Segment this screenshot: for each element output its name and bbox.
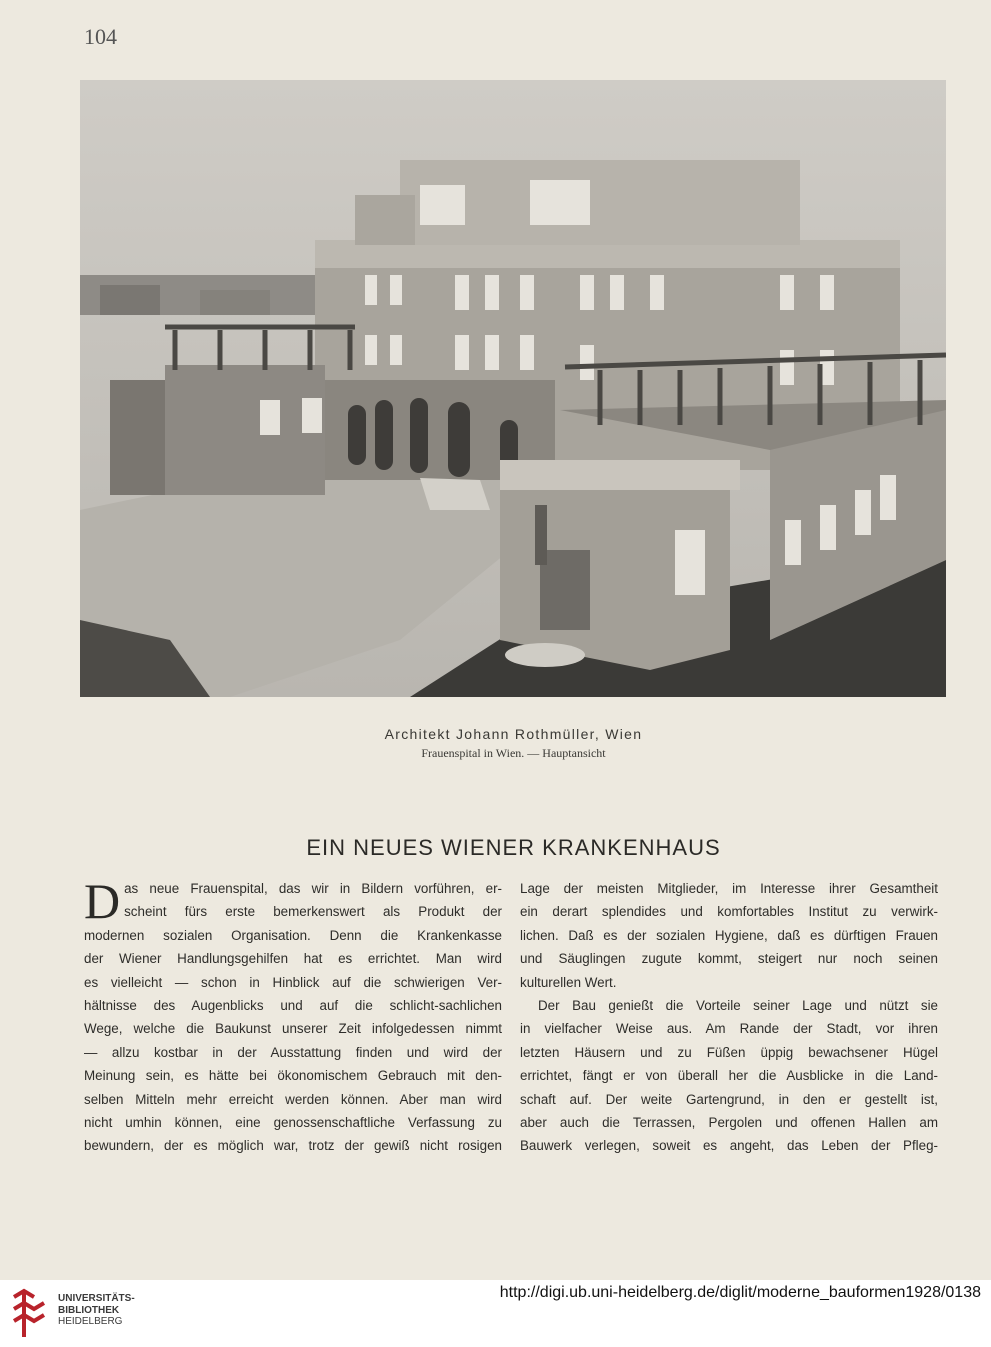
hospital-photograph [80,80,946,697]
source-url-link[interactable]: http://digi.ub.uni-heidelberg.de/diglit/moderne_bauformen1928/0138 [499,1284,981,1301]
text-line: modernen sozialen Organisation. Denn die Krankenkasse [84,927,502,943]
article-right-column [520,877,938,1158]
text-line: in vielfacher Weise aus. Am Rande der Stadt, vor ihren [520,1021,938,1037]
text-line: Wege, welche die Baukunst unserer Zeit infolgedessen nimmt [84,1021,502,1037]
text-line: und Säuglingen zugute kommt, steigert nur noch seinen [520,951,938,967]
text-line: nicht umhin können, eine genossenschaftliche Verfassung zu [84,1114,502,1130]
article-title: EIN NEUES WIENER KRANKENHAUS [306,835,721,860]
photo-caption-architect: Architekt Johann Rothmüller, Wien [384,726,643,742]
text-line: Lage der meisten Mitglieder, im Interesse ihrer Gesamtheit [520,881,938,896]
library-name-line: BIBLIOTHEK [58,1304,120,1316]
text-line: es vielleicht — schon in Hinblick auf die schwierigen Ver- [84,974,502,990]
text-line: lichen. Daß es der sozialen Hygiene, daß es dürftigen Frauen [520,927,938,943]
building-photo [80,80,946,697]
library-name-line: HEIDELBERG [58,1316,123,1327]
text-line: schaft auf. Der weite Gartengrund, in den er gestellt ist, [520,1091,938,1107]
library-name [58,1293,135,1328]
text-line: der Wiener Handlungsgehilfen hat es errichtet. Man wird [84,951,502,967]
library-logo-icon [10,1287,52,1339]
photo-caption-title: Frauenspital in Wien. — Hauptansicht [421,746,606,760]
drop-cap: D [84,873,121,929]
text-line: bewundern, der es möglich war, trotz der gewiß nicht rosigen [84,1138,502,1154]
text-line: scheint fürs erste bemerkenswert als Produkt der [124,904,502,920]
text-line: hältnisse des Augenblicks und auf die schlicht-sachlichen [84,997,502,1013]
text-line: — allzu kostbar in der Ausstattung finden und wird der [84,1044,502,1060]
text-line: Der Bau genießt die Vorteile seiner Lage und nützt sie [538,997,938,1013]
article-left-column [84,873,502,1158]
text-line: selben Mitteln mehr erreicht werden können. Aber man wird [84,1091,502,1107]
text-line: as neue Frauenspital, das wir in Bildern vorführen, er- [124,881,502,896]
page-number: 104 [84,24,117,49]
text-line: Meinung sein, es hätte bei ökonomischem Gebrauch mit den- [84,1068,502,1084]
text-line: errichtet, fängt er von überall her die Ausblicke in die Land- [520,1068,938,1084]
text-line: kulturellen Wert. [520,974,617,990]
text-line: aber auch die Terrassen, Pergolen und offenen Hallen am [520,1114,938,1130]
library-name-line: UNIVERSITÄTS- [58,1293,135,1304]
text-line: ein derart splendides und komfortables Institut zu verwirk- [520,904,938,920]
text-line: letzten Häusern und zu Füßen üppig bewachsener Hügel [520,1044,938,1060]
text-line: Bauwerk verlegen, soweit es angeht, das Leben der Pfleg- [520,1138,938,1154]
